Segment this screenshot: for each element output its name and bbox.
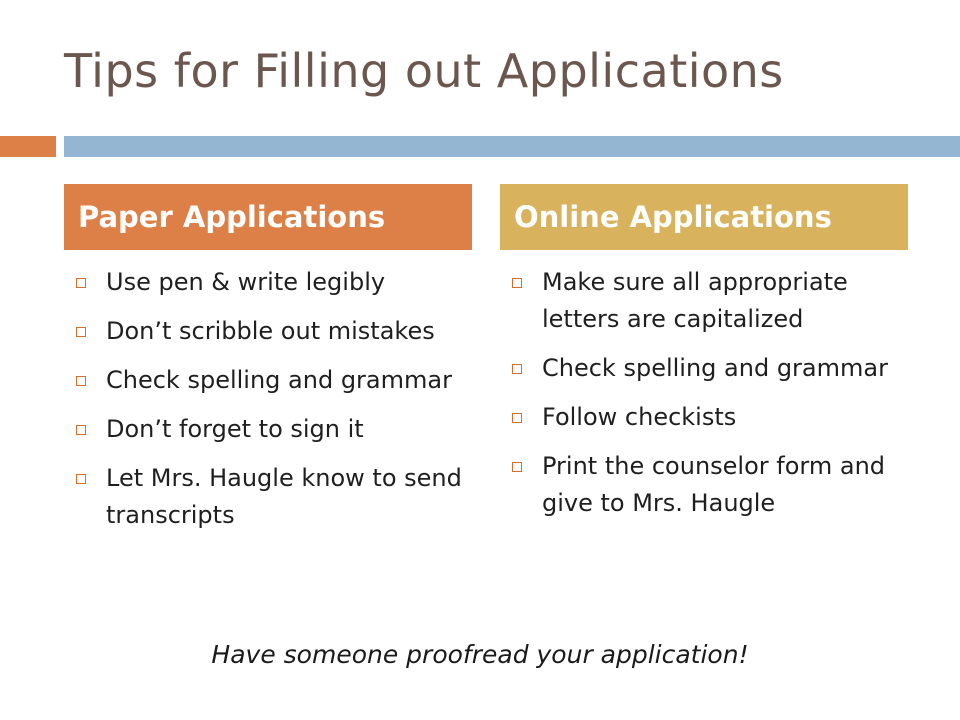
list-item [64,264,464,301]
list-item-text: Don’t scribble out mistakes [106,317,435,345]
slide-title: Tips for Filling out Applications [64,44,784,98]
list-item [64,313,464,350]
online-tips-list [500,264,900,534]
bullet-icon [76,376,86,386]
list-item-text: Print the counselor form and give to Mrs. Haugle [542,452,886,517]
list-item-text: Check spelling and grammar [542,354,888,382]
paper-tips-list [64,264,464,546]
bullet-icon [512,413,522,423]
list-item [64,460,464,534]
list-item-text: Don’t forget to sign it [106,415,364,443]
list-item-text: Check spelling and grammar [106,366,452,394]
list-item [500,264,900,338]
bullet-icon [76,278,86,288]
list-item [64,411,464,448]
bullet-icon [76,425,86,435]
accent-bar-blue [64,136,960,157]
bullet-icon [512,278,522,288]
bullet-icon [76,474,86,484]
bullet-icon [512,364,522,374]
footer-note: Have someone proofread your application! [211,640,749,669]
list-item [500,350,900,387]
bullet-icon [512,462,522,472]
accent-bar-orange [0,136,56,157]
list-item-text: Make sure all appropriate letters are capitalized [542,268,848,333]
online-applications-header: Online Applications [500,184,908,250]
list-item [500,399,900,436]
list-item-text: Use pen & write legibly [106,268,386,296]
paper-applications-header: Paper Applications [64,184,472,250]
list-item [500,448,900,522]
list-item [64,362,464,399]
list-item-text: Let Mrs. Haugle know to send transcripts [106,464,462,529]
bullet-icon [76,327,86,337]
list-item-text: Follow checkists [542,403,737,431]
